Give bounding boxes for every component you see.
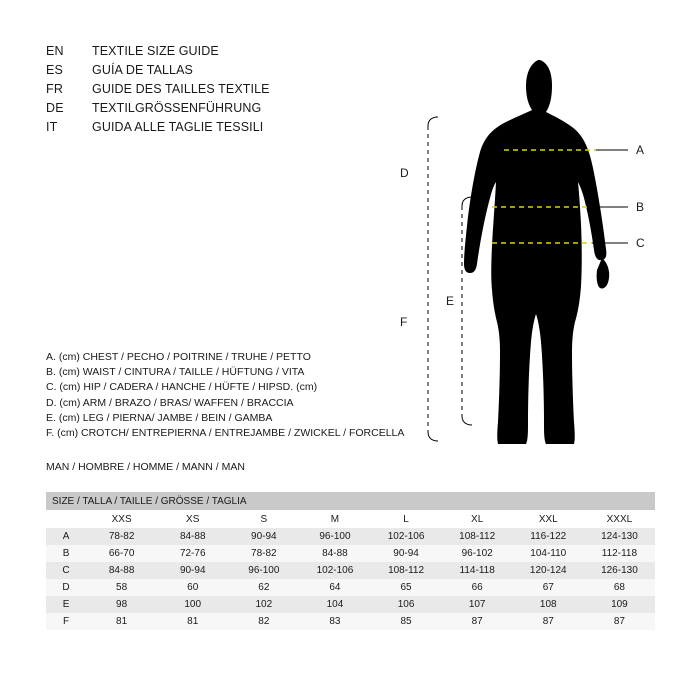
cell-c-xl: 114-118 xyxy=(442,562,513,579)
cell-d-s: 62 xyxy=(228,579,299,596)
cell-d-l: 65 xyxy=(371,579,442,596)
title-lang-it: IT xyxy=(46,120,58,134)
table-row xyxy=(46,579,655,596)
column-header-m: M xyxy=(299,510,370,528)
size-table-wrapper xyxy=(46,492,655,630)
cell-e-xxxl: 109 xyxy=(584,596,655,613)
label-a: A xyxy=(636,143,645,157)
legend-line-c: C. (cm) HIP / CADERA / HANCHE / HÜFTE / HIPSD. (cm) xyxy=(46,381,318,394)
cell-e-m: 104 xyxy=(299,596,370,613)
title-text-it: GUIDA ALLE TAGLIE TESSILI xyxy=(92,120,264,134)
gender-label: MAN / HOMBRE / HOMME / MANN / MAN xyxy=(46,461,245,473)
cell-f-xl: 87 xyxy=(442,613,513,630)
cell-c-xxxl: 126-130 xyxy=(584,562,655,579)
cell-b-xxxl: 112-118 xyxy=(584,545,655,562)
legend-line-a: A. (cm) CHEST / PECHO / POITRINE / TRUHE / PETTO xyxy=(46,351,311,363)
cell-f-xxs: 81 xyxy=(86,613,157,630)
column-header-xxxl: XXXL xyxy=(584,510,655,528)
row-label-d: D xyxy=(46,579,86,596)
column-header-xl: XL xyxy=(442,510,513,528)
cell-d-xxl: 67 xyxy=(513,579,584,596)
cell-a-xxs: 78-82 xyxy=(86,528,157,545)
title-text-de: TEXTILGRÖSSENFÜHRUNG xyxy=(92,101,262,115)
legend-line-d: D. (cm) ARM / BRAZO / BRAS/ WAFFEN / BRACCIA xyxy=(46,396,294,409)
column-header-xxl: XXL xyxy=(513,510,584,528)
table-column-row xyxy=(46,510,655,528)
row-label-e: E xyxy=(46,596,86,613)
cell-a-xxl: 116-122 xyxy=(513,528,584,545)
title-row-en xyxy=(46,44,366,63)
cell-f-xs: 81 xyxy=(157,613,228,630)
table-row xyxy=(46,545,655,562)
cell-c-xs: 90-94 xyxy=(157,562,228,579)
man-figure-illustration xyxy=(380,30,680,450)
cell-d-xxxl: 68 xyxy=(584,579,655,596)
cell-b-l: 90-94 xyxy=(371,545,442,562)
cell-a-l: 102-106 xyxy=(371,528,442,545)
cell-e-xl: 107 xyxy=(442,596,513,613)
man-silhouette-shape xyxy=(464,60,609,444)
title-text-es: GUÍA DE TALLAS xyxy=(92,63,193,77)
cell-c-xxl: 120-124 xyxy=(513,562,584,579)
legend-line-b: B. (cm) WAIST / CINTURA / TAILLE / HÜFTUNG / VITA xyxy=(46,366,305,379)
table-row xyxy=(46,562,655,579)
row-label-f: F xyxy=(46,613,86,630)
title-lang-de: DE xyxy=(46,101,64,115)
cell-b-xxs: 66-70 xyxy=(86,545,157,562)
table-row xyxy=(46,596,655,613)
title-lang-fr: FR xyxy=(46,82,64,96)
cell-e-xxl: 108 xyxy=(513,596,584,613)
cell-d-m: 64 xyxy=(299,579,370,596)
row-label-a: A xyxy=(46,528,86,545)
title-text-fr: GUIDE DES TAILLES TEXTILE xyxy=(92,82,270,96)
label-b: B xyxy=(636,200,645,214)
cell-b-xxl: 104-110 xyxy=(513,545,584,562)
table-row xyxy=(46,613,655,630)
column-header-s: S xyxy=(228,510,299,528)
label-c: C xyxy=(636,236,645,250)
cell-d-xl: 66 xyxy=(442,579,513,596)
size-table xyxy=(46,492,655,630)
legend-line-f: F. (cm) CROTCH/ ENTREPIERNA / ENTREJAMBE / ZWICKEL / FORCELLA xyxy=(46,427,405,440)
cell-f-xxxl: 87 xyxy=(584,613,655,630)
cell-e-xs: 100 xyxy=(157,596,228,613)
cell-a-xs: 84-88 xyxy=(157,528,228,545)
cell-a-xl: 108-112 xyxy=(442,528,513,545)
dimension-d-bracket xyxy=(428,117,438,441)
column-header-xs: XS xyxy=(157,510,228,528)
title-row-it xyxy=(46,120,366,139)
cell-e-s: 102 xyxy=(228,596,299,613)
table-corner-cell xyxy=(46,510,86,528)
row-label-b: B xyxy=(46,545,86,562)
cell-c-xxs: 84-88 xyxy=(86,562,157,579)
cell-a-s: 90-94 xyxy=(228,528,299,545)
cell-c-m: 102-106 xyxy=(299,562,370,579)
cell-e-xxs: 98 xyxy=(86,596,157,613)
cell-c-l: 108-112 xyxy=(371,562,442,579)
title-lang-es: ES xyxy=(46,63,64,77)
legend-line-e: E. (cm) LEG / PIERNA/ JAMBE / BEIN / GAMBA xyxy=(46,411,273,424)
table-header-row xyxy=(46,492,655,510)
cell-c-s: 96-100 xyxy=(228,562,299,579)
title-text-en: TEXTILE SIZE GUIDE xyxy=(92,44,219,58)
cell-a-m: 96-100 xyxy=(299,528,370,545)
label-d: D xyxy=(400,166,409,180)
table-row xyxy=(46,528,655,545)
title-row-fr xyxy=(46,82,366,101)
table-header-label: SIZE / TALLA / TAILLE / GRÖSSE / TAGLIA xyxy=(46,492,655,510)
title-row-de xyxy=(46,101,366,120)
cell-b-m: 84-88 xyxy=(299,545,370,562)
cell-f-s: 82 xyxy=(228,613,299,630)
cell-d-xxs: 58 xyxy=(86,579,157,596)
cell-a-xxxl: 124-130 xyxy=(584,528,655,545)
cell-b-xs: 72-76 xyxy=(157,545,228,562)
column-header-xxs: XXS xyxy=(86,510,157,528)
label-e: E xyxy=(446,294,455,308)
column-header-l: L xyxy=(371,510,442,528)
cell-b-s: 78-82 xyxy=(228,545,299,562)
title-lang-en: EN xyxy=(46,44,64,58)
title-row-es xyxy=(46,63,366,82)
cell-f-l: 85 xyxy=(371,613,442,630)
cell-d-xs: 60 xyxy=(157,579,228,596)
title-block xyxy=(46,44,366,139)
cell-f-xxl: 87 xyxy=(513,613,584,630)
cell-f-m: 83 xyxy=(299,613,370,630)
label-f: F xyxy=(400,315,408,329)
cell-e-l: 106 xyxy=(371,596,442,613)
cell-b-xl: 96-102 xyxy=(442,545,513,562)
row-label-c: C xyxy=(46,562,86,579)
